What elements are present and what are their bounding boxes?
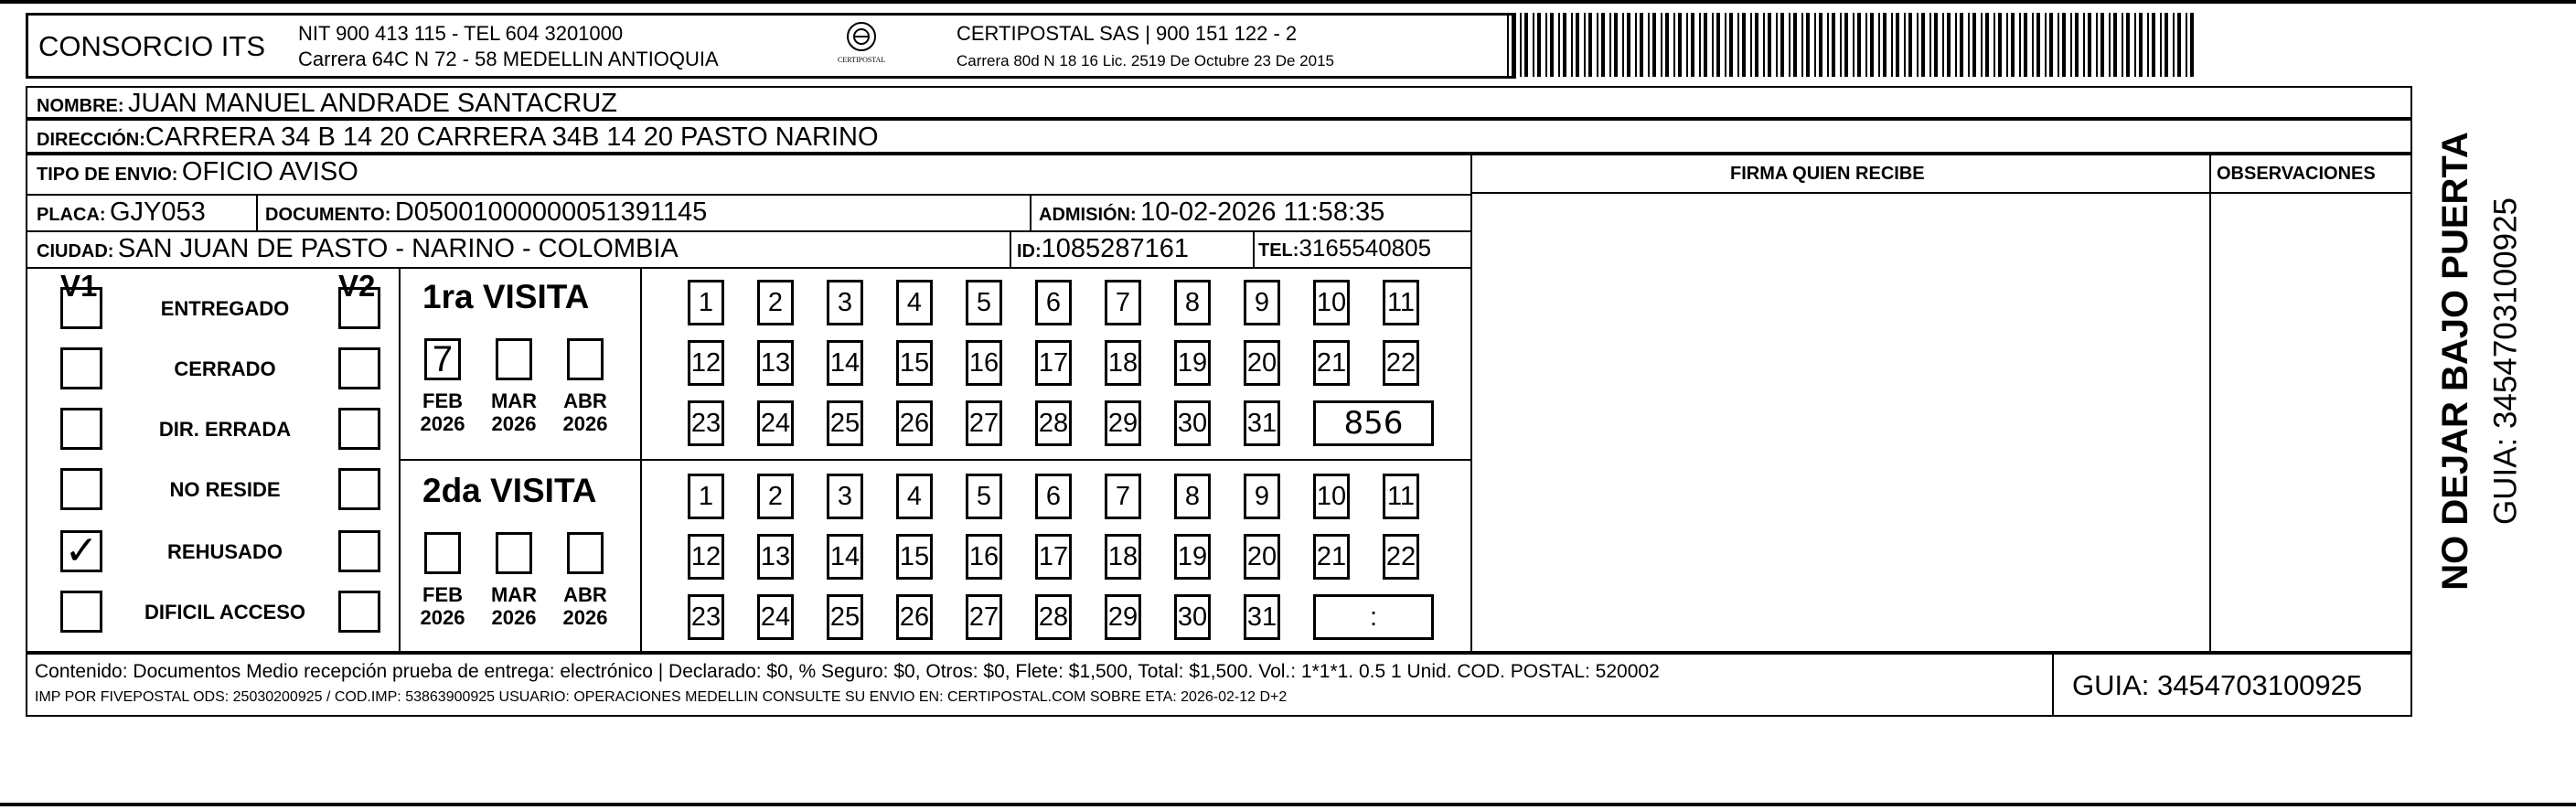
day-box[interactable]: 31 xyxy=(1244,594,1280,640)
day-box[interactable]: 29 xyxy=(1105,594,1141,640)
day-box[interactable]: 25 xyxy=(827,400,863,446)
day-box[interactable]: 18 xyxy=(1105,340,1141,386)
footer-imp: IMP POR FIVEPOSTAL ODS: 25030200925 / COD.IMP: 53863900925 USUARIO: OPERACIONES MEDELLIN CONSULTE SU ENVIO EN: CERTIPOSTAL.COM SOBRE ETA: 2026-02-12 D+2 xyxy=(35,689,1288,705)
day-box[interactable]: 23 xyxy=(688,594,724,640)
day-box[interactable]: 12 xyxy=(688,534,724,580)
month-label: MAR 2026 xyxy=(490,389,538,436)
day-box[interactable]: 23 xyxy=(688,400,724,446)
month-checkbox[interactable]: 7 xyxy=(424,338,461,380)
row-line-3 xyxy=(26,267,1470,269)
placa xyxy=(37,199,206,226)
day-box[interactable]: 5 xyxy=(966,474,1002,519)
admision-label: ADMISIÓN: xyxy=(1039,205,1137,225)
company-name: CONSORCIO ITS xyxy=(38,30,266,62)
firma-header-line xyxy=(1470,192,2412,194)
day-box[interactable]: 22 xyxy=(1383,340,1419,386)
observaciones-header: OBSERVACIONES xyxy=(2217,164,2376,184)
day-box[interactable]: 31 xyxy=(1244,400,1280,446)
no-dejar-bajo-puerta: NO DEJAR BAJO PUERTA xyxy=(2435,132,2475,591)
time-box[interactable]: 856 xyxy=(1313,400,1434,446)
footer-guia: GUIA: 3454703100925 xyxy=(2072,669,2363,701)
placa-divider xyxy=(256,194,258,230)
time-box[interactable]: : xyxy=(1313,594,1434,640)
day-box[interactable]: 1 xyxy=(688,280,724,325)
month-checkbox[interactable] xyxy=(567,338,604,380)
day-box[interactable]: 30 xyxy=(1174,400,1211,446)
v2-checkbox[interactable] xyxy=(338,287,380,329)
day-box[interactable]: 3 xyxy=(827,474,863,519)
main-frame xyxy=(26,154,2412,653)
footer-contenido: Contenido: Documentos Medio recepción prueba de entrega: electrónico | Declarado: $0, % Seguro: $0, Otros: $0, Flete: $1,500, Total: $1,500. Vol.: 1*1*1. 0.5 1 Unid. COD. POSTAL: 520002 xyxy=(35,661,1660,682)
day-box[interactable]: 5 xyxy=(966,280,1002,325)
day-box[interactable]: 10 xyxy=(1313,474,1350,519)
v1-checkbox[interactable] xyxy=(60,347,102,389)
company-info-line1: NIT 900 413 115 - TEL 604 3201000 xyxy=(298,22,624,45)
day-box[interactable]: 15 xyxy=(896,340,933,386)
day-box[interactable]: 19 xyxy=(1174,534,1211,580)
day-box[interactable]: 25 xyxy=(827,594,863,640)
day-box[interactable]: 13 xyxy=(757,534,794,580)
day-box[interactable]: 6 xyxy=(1035,280,1072,325)
tipo-value: OFICIO AVISO xyxy=(181,157,358,187)
month-label: FEB 2026 xyxy=(420,583,465,630)
obs-divider xyxy=(2209,154,2211,653)
month-checkbox[interactable] xyxy=(424,532,461,574)
day-box[interactable]: 26 xyxy=(896,594,933,640)
top-edge xyxy=(0,0,2576,4)
day-box[interactable]: 22 xyxy=(1383,534,1419,580)
id xyxy=(1017,236,1189,262)
bottom-edge xyxy=(0,803,2576,806)
day-box[interactable]: 4 xyxy=(896,474,933,519)
v1-label: V1 xyxy=(60,269,98,303)
day-box[interactable]: 21 xyxy=(1313,340,1350,386)
month-label: FEB 2026 xyxy=(420,389,465,436)
tipo-envio xyxy=(37,159,358,186)
admision-value: 10-02-2026 11:58:35 xyxy=(1140,197,1385,227)
placa-value: GJY053 xyxy=(110,197,206,227)
day-box[interactable]: 20 xyxy=(1244,534,1280,580)
day-box[interactable]: 14 xyxy=(827,340,863,386)
visit-separator xyxy=(399,459,1470,461)
day-box[interactable]: 17 xyxy=(1035,534,1072,580)
day-box[interactable]: 10 xyxy=(1313,280,1350,325)
day-box[interactable]: 29 xyxy=(1105,400,1141,446)
day-box[interactable]: 14 xyxy=(827,534,863,580)
firma-divider xyxy=(1470,154,1472,653)
logo-text: CERTIPOSTAL xyxy=(838,56,886,64)
day-box[interactable]: 16 xyxy=(966,340,1002,386)
company-info-line2: Carrera 64C N 72 - 58 MEDELLIN ANTIOQUIA xyxy=(298,48,719,70)
tel-label: TEL: xyxy=(1258,240,1299,261)
day-box[interactable]: 26 xyxy=(896,400,933,446)
v2-checkbox[interactable] xyxy=(338,468,380,510)
status-option-label: REHUSADO xyxy=(167,540,283,563)
firma-header: FIRMA QUIEN RECIBE xyxy=(1730,164,1925,184)
day-box[interactable]: 28 xyxy=(1035,594,1072,640)
admision-divider xyxy=(1030,194,1031,230)
nombre-label: NOMBRE: xyxy=(37,96,124,116)
day-box[interactable]: 2 xyxy=(757,280,794,325)
month-checkbox[interactable] xyxy=(567,532,604,574)
id-divider xyxy=(1010,230,1011,267)
barcode xyxy=(1507,13,2202,77)
status-option-label: ENTREGADO xyxy=(160,297,290,320)
nombre-value: JUAN MANUEL ANDRADE SANTACRUZ xyxy=(128,89,617,118)
status-option-label: DIFICIL ACCESO xyxy=(144,601,305,623)
v1-checkbox[interactable] xyxy=(60,408,102,450)
month-label: MAR 2026 xyxy=(490,583,538,630)
day-box[interactable]: 27 xyxy=(966,400,1002,446)
day-box[interactable]: 28 xyxy=(1035,400,1072,446)
status-option-label: CERRADO xyxy=(174,357,276,380)
day-box[interactable]: 12 xyxy=(688,340,724,386)
v1-checkbox[interactable] xyxy=(60,591,102,633)
day-box[interactable]: 4 xyxy=(896,280,933,325)
day-box[interactable]: 1 xyxy=(688,474,724,519)
day-box[interactable]: 20 xyxy=(1244,340,1280,386)
v1-checkbox[interactable] xyxy=(60,287,102,329)
ciudad xyxy=(37,236,679,262)
admision xyxy=(1039,199,1384,226)
month-checkbox[interactable] xyxy=(496,532,532,574)
v2-label: V2 xyxy=(338,269,376,303)
day-box[interactable]: 9 xyxy=(1244,280,1280,325)
direccion-value: CARRERA 34 B 14 20 CARRERA 34B 14 20 PASTO NARINO xyxy=(144,123,879,152)
visit-title: 1ra VISITA xyxy=(422,278,590,315)
day-box[interactable]: 2 xyxy=(757,474,794,519)
day-box[interactable]: 24 xyxy=(757,400,794,446)
v2-checkbox[interactable] xyxy=(338,530,380,572)
day-box[interactable]: 18 xyxy=(1105,534,1141,580)
certipostal-logo xyxy=(834,20,889,73)
status-option-label: NO RESIDE xyxy=(169,478,281,501)
id-value: 1085287161 xyxy=(1041,234,1189,263)
ciudad-value: SAN JUAN DE PASTO - NARINO - COLOMBIA xyxy=(117,234,679,263)
day-box[interactable]: 11 xyxy=(1383,280,1419,325)
day-box[interactable]: 7 xyxy=(1105,474,1141,519)
day-box[interactable]: 8 xyxy=(1174,474,1211,519)
v1-checkbox[interactable] xyxy=(60,468,102,510)
day-box[interactable]: 19 xyxy=(1174,340,1211,386)
carrier-line1: CERTIPOSTAL SAS | 900 151 122 - 2 xyxy=(957,22,1298,45)
v2-checkbox[interactable] xyxy=(338,347,380,389)
day-box[interactable]: 27 xyxy=(966,594,1002,640)
status-option-label: DIR. ERRADA xyxy=(158,418,292,441)
day-box[interactable]: 3 xyxy=(827,280,863,325)
documento-label: DOCUMENTO: xyxy=(265,205,391,225)
day-box[interactable]: 7 xyxy=(1105,280,1141,325)
vertical-guia: GUIA: 3454703100925 xyxy=(2487,197,2524,526)
id-label: ID: xyxy=(1017,241,1042,261)
footer-guia-divider xyxy=(2052,653,2054,717)
v2-checkbox[interactable] xyxy=(338,591,380,633)
day-box[interactable]: 30 xyxy=(1174,594,1211,640)
v1-checkbox[interactable]: ✓ xyxy=(60,530,102,572)
day-box[interactable]: 13 xyxy=(757,340,794,386)
day-box[interactable]: 21 xyxy=(1313,534,1350,580)
documento xyxy=(265,199,707,226)
placa-label: PLACA: xyxy=(37,205,106,225)
day-box[interactable]: 15 xyxy=(896,534,933,580)
v2-checkbox[interactable] xyxy=(338,408,380,450)
tel-value: 3165540805 xyxy=(1299,234,1432,261)
month-checkbox[interactable] xyxy=(496,338,532,380)
tel-divider xyxy=(1253,230,1255,267)
day-box[interactable]: 6 xyxy=(1035,474,1072,519)
visit-title: 2da VISITA xyxy=(422,472,597,509)
month-label: ABR 2026 xyxy=(562,583,608,630)
month-label: ABR 2026 xyxy=(562,389,608,436)
direccion-label: DIRECCIÓN: xyxy=(37,130,145,150)
ciudad-label: CIUDAD: xyxy=(37,241,114,261)
documento-value: D05001000000051391145 xyxy=(394,197,708,227)
day-box[interactable]: 17 xyxy=(1035,340,1072,386)
day-box[interactable]: 9 xyxy=(1244,474,1280,519)
nombre xyxy=(37,91,617,117)
day-box[interactable]: 8 xyxy=(1174,280,1211,325)
tel xyxy=(1258,236,1431,260)
day-box[interactable]: 16 xyxy=(966,534,1002,580)
carrier-line2: Carrera 80d N 18 16 Lic. 2519 De Octubre 23 De 2015 xyxy=(957,52,1334,69)
tipo-label: TIPO DE ENVIO: xyxy=(37,165,178,185)
direccion xyxy=(37,124,879,151)
row-line-1 xyxy=(26,194,1470,196)
day-box[interactable]: 24 xyxy=(757,594,794,640)
day-box[interactable]: 11 xyxy=(1383,474,1419,519)
